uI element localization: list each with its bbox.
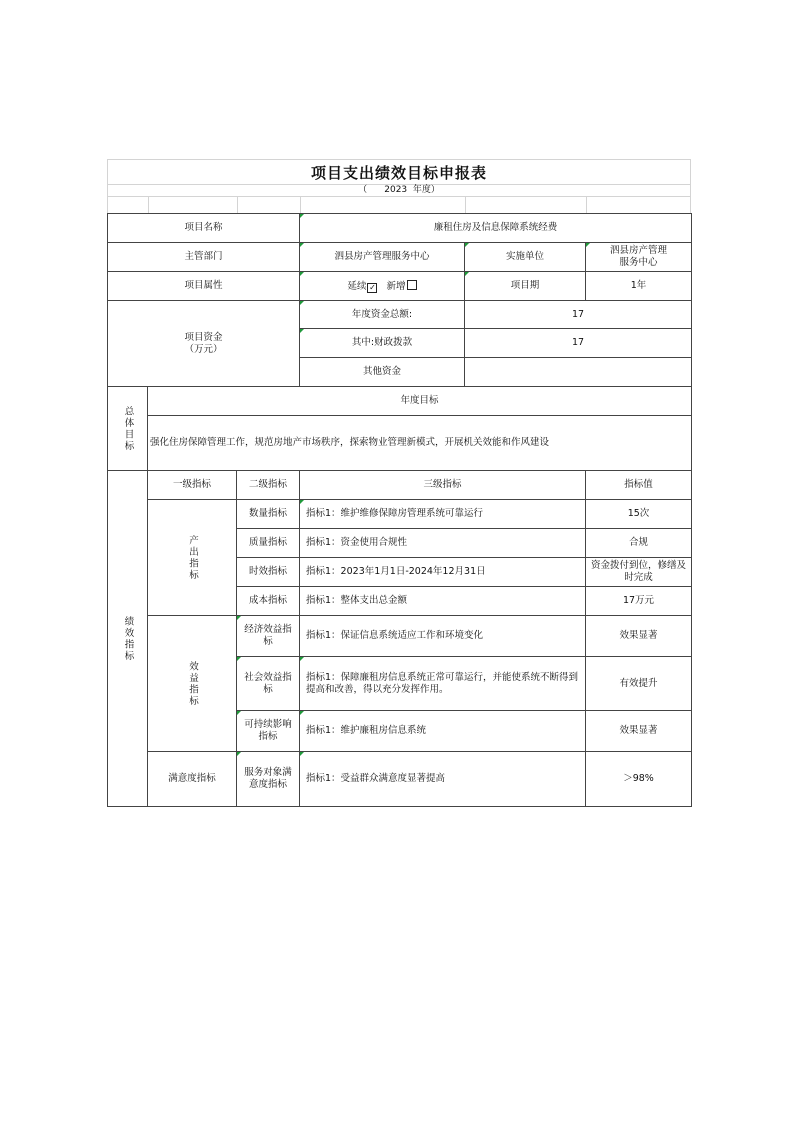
fund-fiscal-label: 其中:财政拨款 <box>300 329 465 358</box>
row-attribute <box>108 272 692 301</box>
row-overall-content <box>108 416 692 471</box>
header-level1: 一级指标 <box>148 471 237 500</box>
fund-label: 项目资金 （万元） <box>108 301 300 387</box>
value-cell: 15次 <box>586 500 692 529</box>
project-name-value: 廉租住房及信息保障系统经费 <box>300 214 692 243</box>
row-department <box>108 243 692 272</box>
project-name-label: 项目名称 <box>108 214 300 243</box>
row-project-name <box>108 214 692 243</box>
table-row <box>108 752 692 807</box>
level2-cell: 数量指标 <box>237 500 300 529</box>
effect-indicator-label: 效益指标 <box>148 616 237 752</box>
annual-goal-content: 强化住房保障管理工作，规范房地产市场秩序，探索物业管理新模式，开展机关效能和作风建设 <box>148 416 692 471</box>
level2-cell: 社会效益指标 <box>237 657 300 711</box>
unchecked-box-icon <box>407 280 417 290</box>
performance-table <box>107 213 692 807</box>
overall-goal-label: 总体目标 <box>108 387 148 471</box>
level2-cell: 经济效益指标 <box>237 616 300 657</box>
fund-fiscal-value: 17 <box>465 329 692 358</box>
period-label: 项目期 <box>465 272 586 301</box>
attr-new-label: 新增 <box>386 280 406 292</box>
level3-cell: 指标1：2023年1月1日-2024年12月31日 <box>300 558 586 587</box>
level3-cell: 指标1：整体支出总金额 <box>300 587 586 616</box>
level2-cell: 可持续影响指标 <box>237 711 300 752</box>
header-level3: 三级指标 <box>300 471 586 500</box>
row-perf-headers <box>108 471 692 500</box>
satisfaction-indicator-label: 满意度指标 <box>148 752 237 807</box>
level2-cell: 时效指标 <box>237 558 300 587</box>
level3-cell: 指标1：保障廉租房信息系统正常可靠运行，并能使系统不断得到提高和改善，得以充分发挥作用。 <box>300 657 586 711</box>
blank-grid-row <box>107 197 691 213</box>
period-value: 1年 <box>586 272 692 301</box>
value-cell: 17万元 <box>586 587 692 616</box>
attr-value <box>300 272 465 301</box>
value-cell: 有效提升 <box>586 657 692 711</box>
attr-continue-label: 延续 <box>347 280 367 292</box>
value-cell: 合规 <box>586 529 692 558</box>
row-fund-total <box>108 301 692 329</box>
impl-label: 实施单位 <box>465 243 586 272</box>
level3-cell: 指标1：资金使用合规性 <box>300 529 586 558</box>
impl-value: 泗县房产管理 服务中心 <box>586 243 692 272</box>
level2-cell: 成本指标 <box>237 587 300 616</box>
perf-indicator-label: 绩效指标 <box>108 471 148 807</box>
value-cell: ＞98% <box>586 752 692 807</box>
fund-total-value: 17 <box>465 301 692 329</box>
fund-other-label: 其他资金 <box>300 358 465 387</box>
table-row <box>108 500 692 529</box>
checked-box-icon: ✓ <box>369 282 376 292</box>
value-cell: 资金拨付到位，修缮及时完成 <box>586 558 692 587</box>
table-row <box>108 616 692 657</box>
value-cell: 效果显著 <box>586 711 692 752</box>
year-line: （ 2023 年度） <box>107 185 691 197</box>
row-overall-header <box>108 387 692 416</box>
form-title: 项目支出绩效目标申报表 <box>107 159 691 185</box>
value-cell: 效果显著 <box>586 616 692 657</box>
level3-cell: 指标1：保证信息系统适应工作和环境变化 <box>300 616 586 657</box>
header-value: 指标值 <box>586 471 692 500</box>
fund-other-value <box>465 358 692 387</box>
fund-total-label: 年度资金总额: <box>300 301 465 329</box>
output-indicator-label: 产出指标 <box>148 500 237 616</box>
level2-cell: 服务对象满意度指标 <box>237 752 300 807</box>
annual-goal-header: 年度目标 <box>148 387 692 416</box>
level3-cell: 指标1：维护维修保障房管理系统可靠运行 <box>300 500 586 529</box>
dept-label: 主管部门 <box>108 243 300 272</box>
dept-value: 泗县房产管理服务中心 <box>300 243 465 272</box>
level3-cell: 指标1：维护廉租房信息系统 <box>300 711 586 752</box>
header-level2: 二级指标 <box>237 471 300 500</box>
level2-cell: 质量指标 <box>237 529 300 558</box>
attr-label: 项目属性 <box>108 272 300 301</box>
level3-cell: 指标1：受益群众满意度显著提高 <box>300 752 586 807</box>
